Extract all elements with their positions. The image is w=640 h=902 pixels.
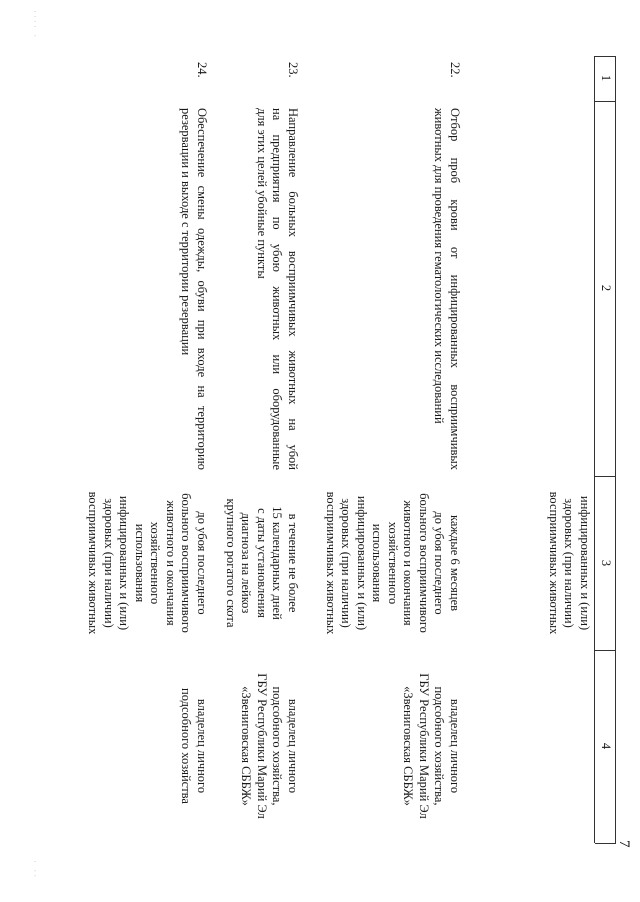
page-number: 7 (616, 840, 632, 848)
row-24-responsible: владелец личного подсобного хозяйства (179, 688, 209, 804)
row-23-responsible: владелец личного подсобного хозяйства, ГБУ Республики Марий Эл «Звениговская СББЖ» (239, 673, 300, 819)
row-23-term: в течение не более 15 календарных дней с даты установления диагноза на лейкоз крупного рогатого скота (224, 498, 300, 628)
table-top-border (615, 56, 616, 843)
row-24-term: до убоя последнего больного восприимчивого животного и окончания хозяйственного использования инфицированных и (или) здоровых (при наличии) восприимчивых животных (86, 491, 209, 635)
header-bottom-border (594, 56, 595, 843)
row-22-responsible: владелец личного подсобного хозяйства, ГБУ Республики Марий Эл «Звениговская СББЖ» (401, 673, 462, 819)
continuation-col3: инфицированных и (или) здоровых (при наличии) восприимчивых животных (547, 491, 592, 635)
header-col-1: 1 (599, 74, 613, 82)
header-col-4: 4 (599, 742, 613, 750)
header-col-2: 2 (599, 284, 613, 292)
col-border-4 (595, 843, 616, 844)
col-border-1 (595, 101, 616, 102)
col-border-0 (595, 56, 616, 57)
row-22-number: 22. (448, 62, 462, 78)
scan-artifact: ···· · (30, 10, 40, 40)
row-23-measure: Направление больных восприимчивых животных на убой на предприятия по убою животных или оборудованные для этих целей убойные пункты (255, 108, 300, 470)
row-22-measure: Отбор проб крови от инфицированных восприимчивых животных для проведения гематологических исследований (432, 108, 462, 470)
col-border-2 (595, 476, 616, 477)
row-24-number: 24. (195, 62, 209, 78)
row-23-number: 23. (286, 62, 300, 78)
header-col-3: 3 (599, 559, 613, 567)
col-border-3 (595, 650, 616, 651)
row-22-term: каждые 6 месяцев до убоя последнего больного восприимчивого животного и окончания хозяйственного использования инфицированных и (или) здоровых (при наличии) восприимчивых животных (324, 491, 462, 635)
scan-artifact: · ·· (30, 860, 40, 880)
row-24-measure: Обеспечение смены одежды, обуви при входе на территорию резервации и выходе с территории резервации (179, 108, 209, 470)
